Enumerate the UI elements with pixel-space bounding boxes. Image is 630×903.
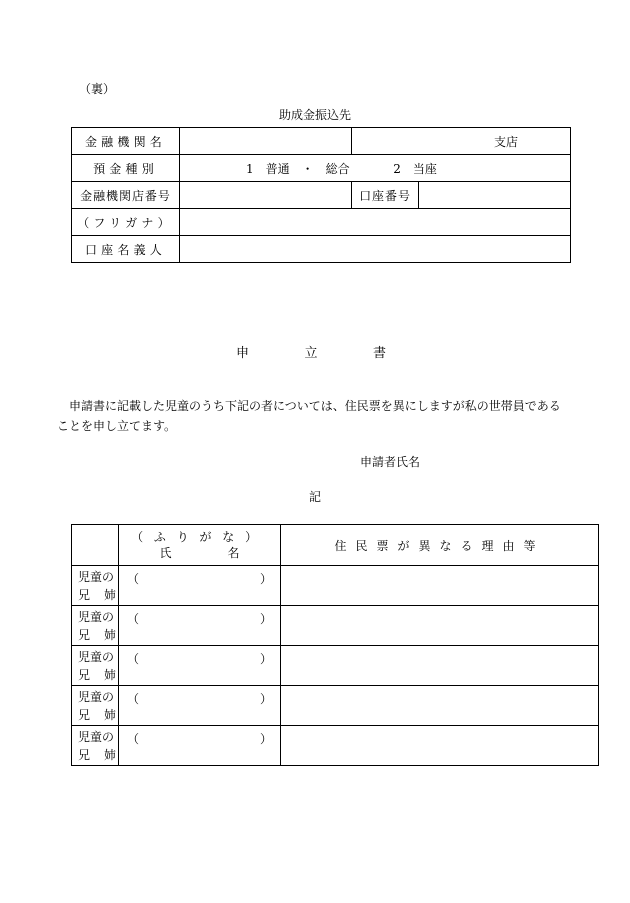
declaration-body <box>57 396 567 436</box>
relation-line1: 児童の <box>78 689 115 704</box>
title-char: 書 <box>372 346 386 361</box>
name-header-char: 氏 <box>159 546 172 560</box>
relation-cell <box>72 606 119 646</box>
table-row <box>72 566 599 606</box>
paren-open: （ <box>127 612 140 626</box>
relation-char: 兄 <box>78 707 91 722</box>
store-number-row <box>72 182 571 209</box>
furigana-row <box>72 209 571 236</box>
relation-char: 姉 <box>103 587 116 602</box>
relation-cell <box>72 686 119 726</box>
relation-line1: 児童の <box>78 609 115 624</box>
applicant-name-label: 申請者氏名 <box>360 455 421 469</box>
institution-field[interactable] <box>180 128 352 155</box>
holder-row <box>72 236 571 263</box>
account-type-row <box>72 155 571 182</box>
relation-char: 姉 <box>103 747 116 762</box>
relation-line1: 児童の <box>78 649 115 664</box>
table-row <box>72 686 599 726</box>
paren-open: （ <box>127 692 140 706</box>
paren-close: ） <box>259 572 272 586</box>
account-type-field[interactable] <box>180 155 571 182</box>
account-type-option-current[interactable]: 2 当座 <box>393 161 437 176</box>
table-row <box>72 646 599 686</box>
reason-field[interactable] <box>281 726 599 766</box>
declaration-title <box>236 342 386 361</box>
furigana-header: （ふりがな） <box>131 530 268 544</box>
paren-close: ） <box>259 612 272 626</box>
bank-transfer-table <box>71 127 571 263</box>
table-row <box>72 606 599 646</box>
relation-char: 姉 <box>103 667 116 682</box>
relation-line1: 児童の <box>78 569 115 584</box>
holder-label: 口座名義人 <box>72 236 180 263</box>
name-field[interactable] <box>119 566 281 606</box>
reason-field[interactable] <box>281 686 599 726</box>
table-row <box>72 726 599 766</box>
relation-cell <box>72 726 119 766</box>
relation-cell <box>72 646 119 686</box>
branch-field[interactable] <box>352 128 571 155</box>
institution-row <box>72 128 571 155</box>
relation-char: 兄 <box>78 667 91 682</box>
institution-label: 金融機関名 <box>72 128 180 155</box>
relation-char: 姉 <box>103 627 116 642</box>
declaration-text: 申請書に記載した児童のうち下記の者については、住民票を異にしますが私の世帯員であることを申し立てます。 <box>57 399 561 433</box>
relation-cell <box>72 566 119 606</box>
children-header-row <box>72 525 599 566</box>
title-char: 立 <box>304 346 318 361</box>
reason-field[interactable] <box>281 566 599 606</box>
relation-char: 姉 <box>103 707 116 722</box>
blank-header <box>72 525 119 566</box>
name-field[interactable] <box>119 646 281 686</box>
account-number-label: 口座番号 <box>352 182 419 209</box>
account-type-label: 預金種別 <box>72 155 180 182</box>
destination-title: 助成金振込先 <box>278 108 351 122</box>
paren-open: （ <box>127 732 140 746</box>
relation-char: 兄 <box>78 627 91 642</box>
store-number-label: 金融機関店番号 <box>72 182 180 209</box>
paren-open: （ <box>127 652 140 666</box>
reverse-side-label: （裏） <box>79 82 116 96</box>
holder-field[interactable] <box>180 236 571 263</box>
paren-open: （ <box>127 572 140 586</box>
relation-char: 兄 <box>78 587 91 602</box>
children-table <box>71 524 599 766</box>
paren-close: ） <box>259 692 272 706</box>
paren-close: ） <box>259 652 272 666</box>
paren-close: ） <box>259 732 272 746</box>
relation-char: 兄 <box>78 747 91 762</box>
furigana-field[interactable] <box>180 209 571 236</box>
reason-header: 住民票が異なる理由等 <box>281 525 599 566</box>
reason-field[interactable] <box>281 646 599 686</box>
store-number-field[interactable] <box>180 182 352 209</box>
name-field[interactable] <box>119 606 281 646</box>
name-header <box>119 525 281 566</box>
account-number-field[interactable] <box>419 182 571 209</box>
name-field[interactable] <box>119 726 281 766</box>
relation-line1: 児童の <box>78 729 115 744</box>
account-type-option-ordinary[interactable]: 1 普通 ・ 総合 <box>246 161 350 176</box>
furigana-label: （フリガナ） <box>72 209 180 236</box>
ki-label: 記 <box>308 490 321 504</box>
branch-suffix: 支店 <box>494 134 519 149</box>
name-field[interactable] <box>119 686 281 726</box>
title-char: 申 <box>236 346 250 361</box>
reason-field[interactable] <box>281 606 599 646</box>
name-header-char: 名 <box>227 546 240 560</box>
